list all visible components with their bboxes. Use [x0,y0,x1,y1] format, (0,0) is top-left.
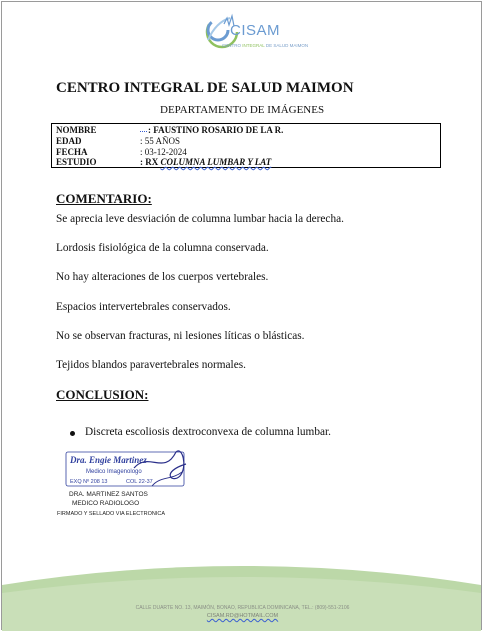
edad-value: : 55 AÑOS [140,136,181,146]
finding-line: No hay alteraciones de los cuerpos vertebrales. [56,271,269,283]
doctor-stamp [64,446,194,490]
logo-subtitle: CENTRO INTEGRAL DE SALUD MAIMON [222,43,309,48]
finding-line: Se aprecia leve desviación de columna lumbar hacia la derecha. [56,213,344,225]
estudio-label: ESTUDIO [56,157,97,167]
stamp-title: Medico Imagenologo [86,469,142,475]
conclusion-item: Discreta escoliosis dextroconvexa de columna lumbar. [85,426,331,438]
estudio-value: COLUMNA LUMBAR Y LAT [160,157,272,167]
patient-row-edad [56,136,180,146]
fecha-value: : 03-12-2024 [140,147,187,157]
estudio-prefix: : RX [140,157,161,167]
doctor-name: DRA. MARTINEZ SANTOS [69,491,148,498]
patient-row-nombre [56,125,283,135]
finding-line: No se observan fracturas, ni lesiones líticas o blásticas. [56,330,305,342]
edad-label: EDAD [56,136,82,146]
nombre-label: NOMBRE [56,125,97,135]
bullet-icon [70,431,75,436]
stamp-exq: EXQ Nº 208 13 [70,479,108,485]
fecha-label: FECHA [56,147,88,157]
stamp-name: Dra. Engie Martinez [70,455,147,465]
nombre-value: : FAUSTINO ROSARIO DE LA R. [148,125,284,135]
center-title: CENTRO INTEGRAL DE SALUD MAIMON [56,80,354,96]
signed-note: FIRMADO Y SELLADO VIA ELECTRONICA [57,511,165,517]
doctor-title: MEDICO RADIOLOGO [72,500,140,507]
footer-address: CALLE DUARTE NO. 13, MAIMÓN, BONAO, REPUBLICA DOMINICANA, TEL.: (809)-551-2106 [135,605,350,611]
stamp-col: COL 22-37 [126,479,153,485]
finding-line: Lordosis fisiológica de la columna conservada. [56,242,269,254]
comentario-heading: COMENTARIO: [56,191,152,206]
patient-row-fecha [56,147,187,157]
finding-line: Espacios intervertebrales conservados. [56,301,231,313]
footer-email: CISAM.RD@HOTMAIL.COM [206,613,279,619]
spellcheck-mark [140,127,147,132]
department-title: DEPARTAMENTO DE IMÁGENES [160,104,325,116]
logo-name: CISAM [230,22,281,39]
patient-row-estudio [56,157,271,167]
footer-wave [2,555,481,631]
finding-line: Tejidos blandos paravertebrales normales. [56,359,246,371]
conclusion-heading: CONCLUSION: [56,387,149,402]
patient-info-box [51,123,441,168]
